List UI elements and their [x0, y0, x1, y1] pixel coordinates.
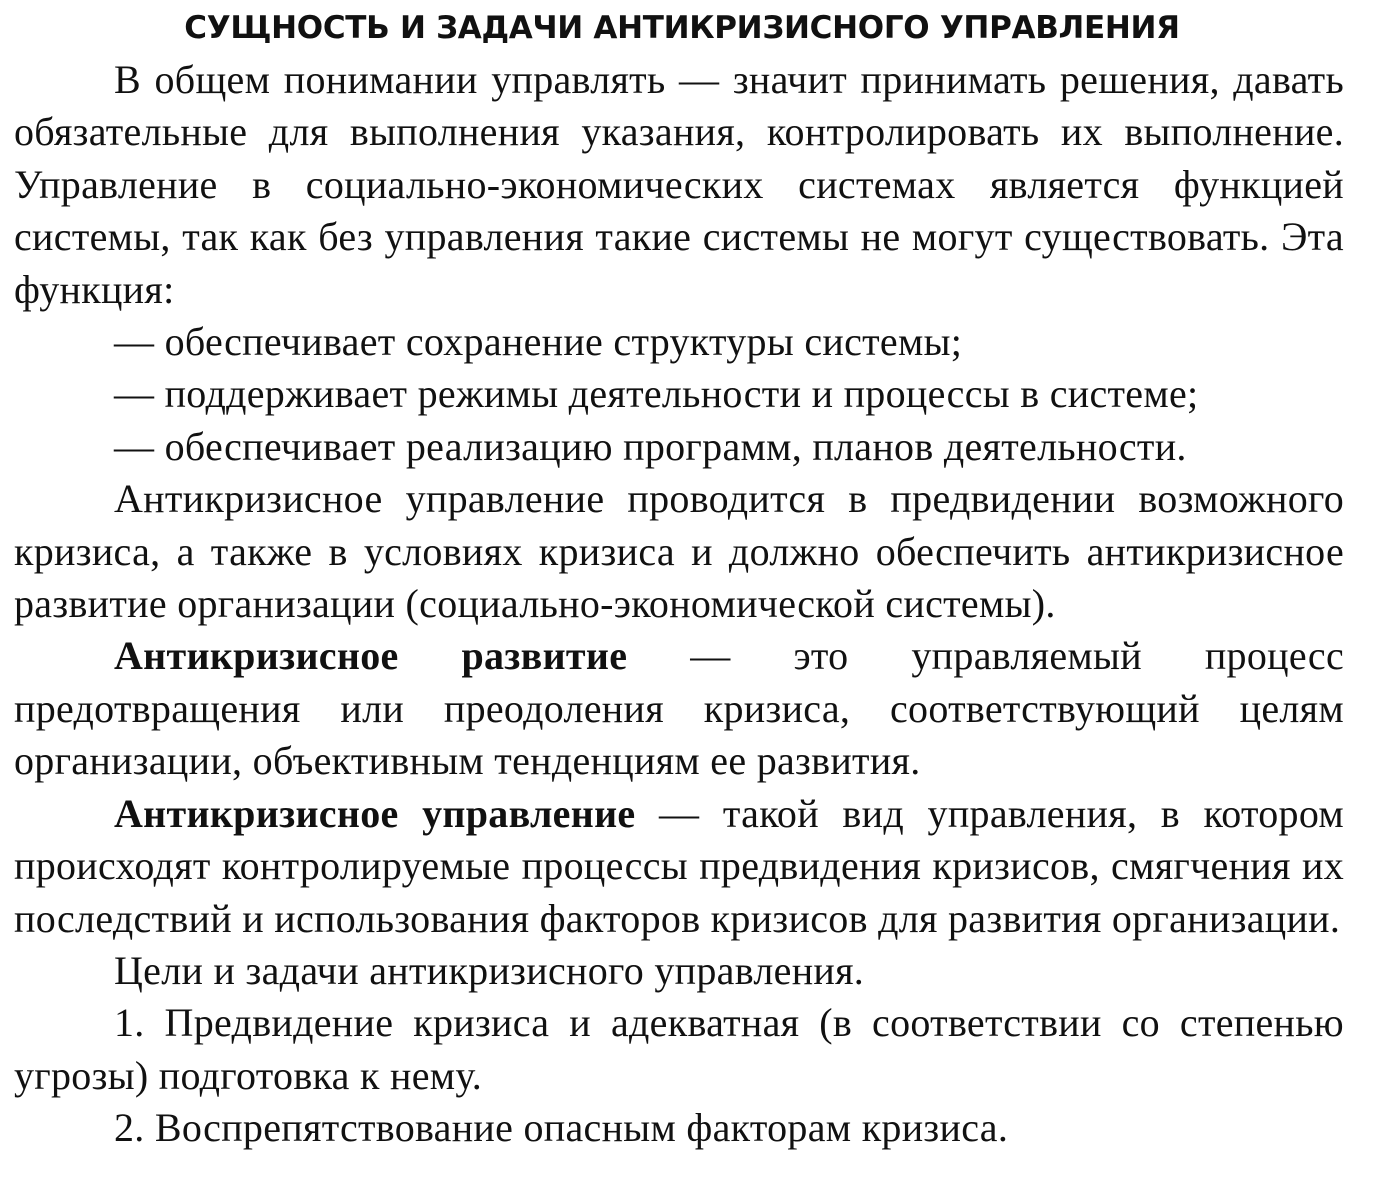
definition-management: [14, 788, 1344, 945]
list-item: — обеспечивает сохранение структуры системы;: [114, 319, 963, 365]
list-item: — обеспечивает реализацию программ, планов деятельности.: [114, 423, 1187, 469]
definition-development: [14, 630, 1344, 787]
page-title: СУЩНОСТЬ И ЗАДАЧИ АНТИКРИЗИСНОГО УПРАВЛЕНИЯ: [184, 10, 1180, 46]
definition-text: — такой вид управления, в котором происходят контролируемые процессы предвидения кризисов, смягчения их последствий и использования факторов кризисов для развития организации.: [14, 790, 1344, 941]
function-list: [14, 316, 1344, 473]
anticrisis-paragraph: Антикризисное управление проводится в предвидении возможного кризиса, а также в условиях кризиса и должно обеспечить антикризисное развитие организации (социально-экономической системы).: [14, 476, 1344, 627]
goals-heading: Цели и задачи антикризисного управления.: [114, 947, 865, 993]
list-item: — поддерживает режимы деятельности и процессы в системе;: [114, 371, 1199, 417]
definition-term: Антикризисное управление: [114, 790, 636, 836]
definition-term: Антикризисное развитие: [114, 633, 628, 679]
goal-item: 1. Предвидение кризиса и адекватная (в соответствии со степенью угрозы) подготовка к нему.: [14, 1000, 1344, 1098]
goals-list: [14, 997, 1344, 1154]
definition-text: — это управляемый процесс предотвращения или преодоления кризиса, соответствующий целям организации, объективным тенденциям ее развития.: [14, 633, 1345, 784]
intro-paragraph: В общем понимании управлять — значит принимать решения, давать обязательные для выполнения указания, контролировать их выполнение. Управление в социально-экономических системах является функцией системы, так как без управления такие системы не могут существовать. Эта функция:: [14, 57, 1344, 312]
document-page: [14, 6, 1344, 1155]
goal-item: 2. Воспрепятствование опасным факторам кризиса.: [114, 1105, 1009, 1151]
